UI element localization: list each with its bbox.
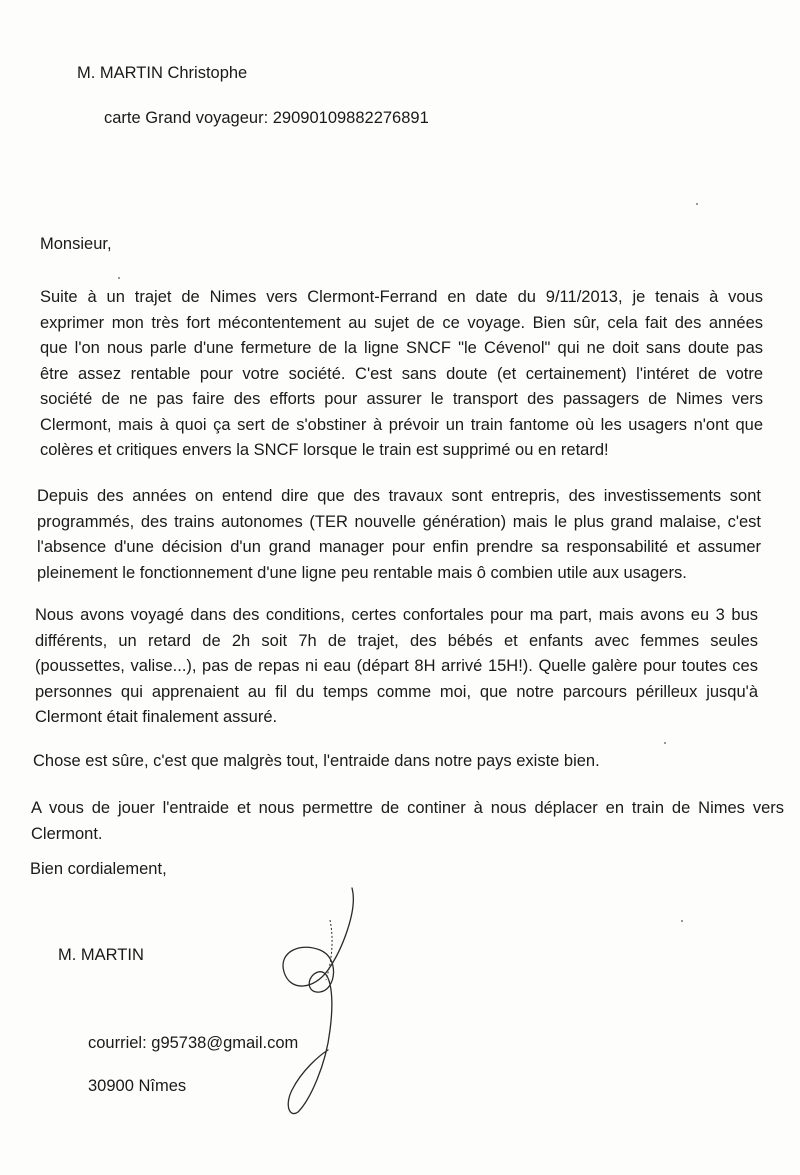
sender-name: M. MARTIN Christophe <box>77 64 248 82</box>
paragraph-4 <box>33 749 753 775</box>
scan-speck <box>664 742 666 744</box>
paragraph-line: être assez rentable pour votre société. C'est sans doute (et certainement) l'intéret de votre <box>40 364 763 383</box>
paragraph-3 <box>35 603 758 731</box>
loyalty-card-number: carte Grand voyageur: 29090109882276891 <box>104 109 429 127</box>
paragraph-line: différents, un retard de 2h soit 7h de trajet, des bébés et enfants avec femmes seules <box>35 631 758 650</box>
paragraph-line: Clermont, mais à quoi ça sert de s'obstiner à prévoir un train fantome où les usagers n'ont que <box>40 415 763 434</box>
paragraph-line: colères et critiques envers la SNCF lorsque le train est supprimé ou en retard! <box>40 441 609 459</box>
paragraph-line: A vous de jouer l'entraide et nous permettre de continer à nous déplacer en train de Nimes vers <box>31 799 784 817</box>
scan-speck <box>118 277 120 279</box>
scan-speck <box>696 203 698 205</box>
paragraph-1 <box>40 285 763 464</box>
closing: Bien cordialement, <box>30 860 167 878</box>
email-address: courriel: g95738@gmail.com <box>88 1034 299 1052</box>
paragraph-line: Depuis des années on entend dire que des travaux sont entrepris, des investissements sont <box>37 487 761 505</box>
handwritten-signature <box>270 880 370 1120</box>
scan-speck <box>681 920 683 922</box>
paragraph-line: l'absence d'une décision d'un grand manager pour enfin prendre sa responsabilité et assumer <box>37 538 761 556</box>
signatory-name: M. MARTIN <box>58 946 144 964</box>
paragraph-line: société de ne pas faire des efforts pour assurer le transport des passagers de Nimes vers <box>40 390 763 408</box>
paragraph-line: que l'on nous parle d'une fermeture de la ligne SNCF "le Cévenol" qui ne doit sans doute pas <box>40 339 763 357</box>
paragraph-line: Chose est sûre, c'est que malgrès tout, l'entraide dans notre pays existe bien. <box>33 752 600 770</box>
postal-city: 30900 Nîmes <box>88 1077 187 1095</box>
paragraph-line: Suite à un trajet de Nimes vers Clermont-Ferrand en date du 9/11/2013, je tenais à vous <box>40 288 763 306</box>
paragraph-line: programmés, des trains autonomes (TER nouvelle génération) mais le plus grand malaise, c'est <box>37 512 761 531</box>
paragraph-line: personnes qui apprenaient au fil du temps comme moi, que notre parcours périlleux jusqu'à <box>35 682 758 701</box>
paragraph-line: Clermont. <box>31 824 103 843</box>
salutation: Monsieur, <box>40 235 112 253</box>
paragraph-5 <box>31 796 784 847</box>
paragraph-line: exprimer mon très fort mécontentement au sujet de ce voyage. Bien sûr, cela fait des années <box>40 313 763 332</box>
paragraph-line: Nous avons voyagé dans des conditions, certes confortales pour ma part, mais avons eu 3 bus <box>35 606 758 624</box>
paragraph-line: pleinement le fonctionnement d'une ligne peu rentable mais ô combien utile aux usagers. <box>37 563 687 582</box>
paragraph-2 <box>37 484 761 586</box>
paragraph-line: (poussettes, valise...), pas de repas ni eau (départ 8H arrivé 15H!). Quelle galère pour toutes ces <box>35 657 758 675</box>
paragraph-line: Clermont était finalement assuré. <box>35 708 278 726</box>
